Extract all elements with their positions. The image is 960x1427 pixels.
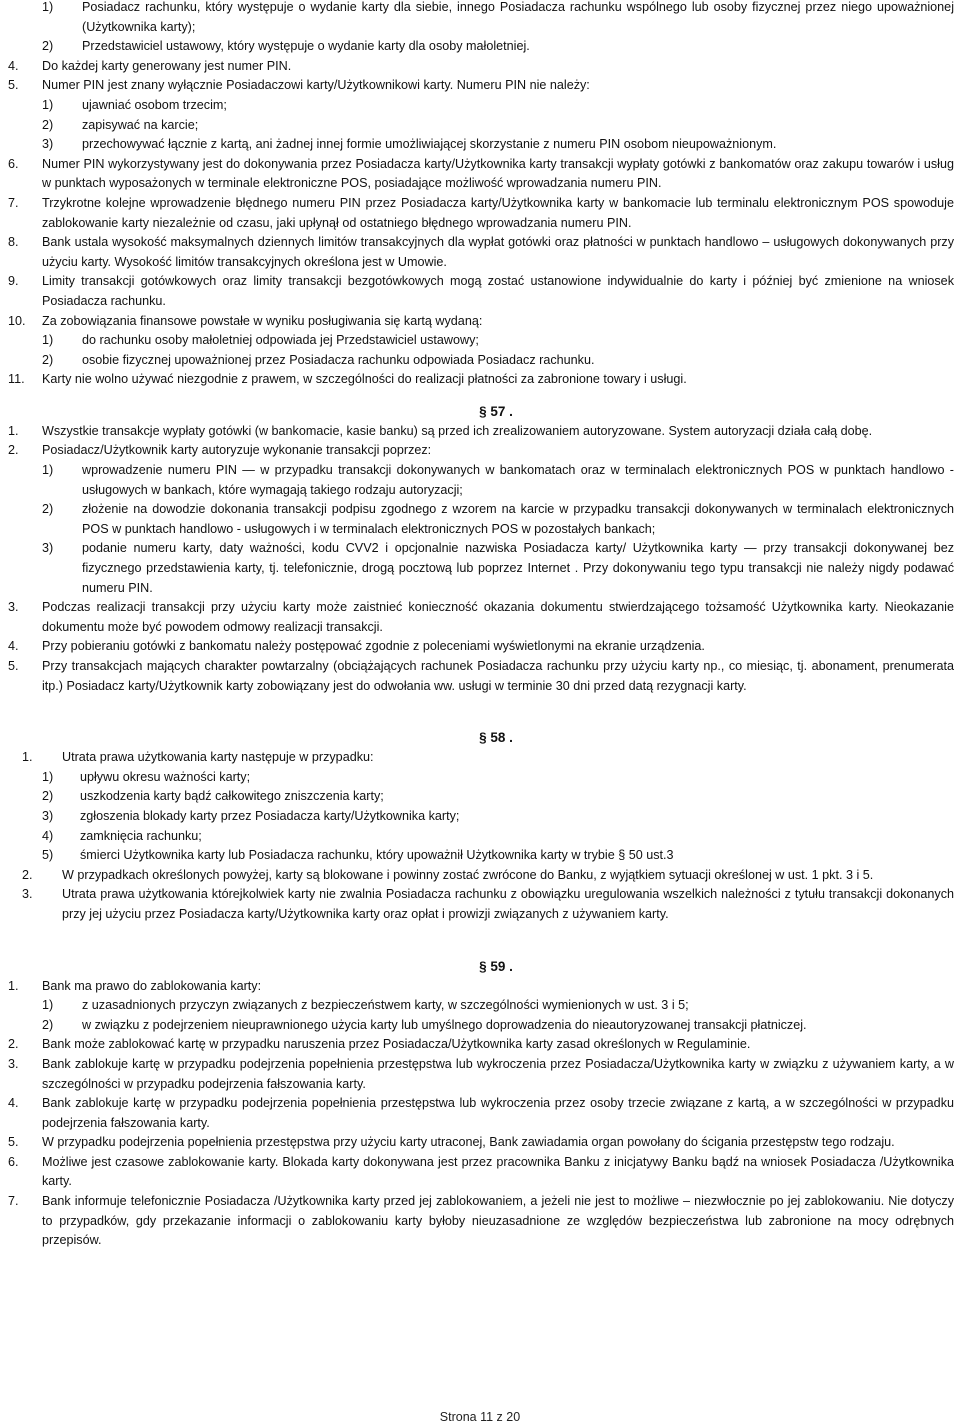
list-item (8, 1035, 954, 1055)
list-item-text: W przypadku podejrzenia popełnienia przestępstwa przy użyciu karty utraconej, Bank zawiadamia organ powołany do ścigania przestępstw tego rodzaju. (42, 1135, 895, 1150)
list-item (8, 57, 954, 77)
list-item-text: Bank ustala wysokość maksymalnych dziennych limitów transakcyjnych dla wypłat gotówki oraz płatności w punktach handlowo – usługowych dokonywanych przy użyciu karty. Wysokość limitów transakcyjnych określona jest w Umowie. (42, 235, 954, 269)
list-item-number: 2. (8, 443, 19, 458)
list-item-text: Bank zablokuje kartę w przypadku podejrzenia popełnienia przestępstwa lub wykroczenia przez osoby trzecie związane z kartą, a w szczególności w przypadku podejrzenia fałszowania karty. (42, 1096, 954, 1130)
sub-item-number: 2) (42, 789, 54, 804)
list-item-text: Bank może zablokować kartę w przypadku naruszenia przez Posiadacza/Użytkownika karty zasad określonych w Regulaminie. (42, 1037, 751, 1052)
list-item (8, 748, 954, 768)
list-item-number: 1. (8, 423, 19, 438)
sub-item (8, 351, 954, 371)
list-item-body (62, 885, 954, 924)
sub-item-text: Posiadacz rachunku, który występuje o wydanie karty dla siebie, innego Posiadacza rachunku wspólnego lub osoby fizycznej przez niego upoważnionej (Użytkownika karty); (82, 0, 954, 34)
list-item-number: 6. (8, 1154, 19, 1169)
section-58-list (8, 748, 954, 924)
sub-item (8, 461, 954, 500)
list-item-number: 5. (8, 1135, 19, 1150)
list-item-number: 7. (8, 1194, 19, 1209)
list-item-number: 5. (8, 78, 19, 93)
list-item-body (62, 866, 954, 886)
list-item-number: 1. (22, 750, 33, 765)
list-item-text: Za zobowiązania finansowe powstałe w wyniku posługiwania się kartą wydaną: (42, 313, 483, 328)
list-item (8, 370, 954, 390)
list-item-text: Przy transakcjach mających charakter powtarzalny (obciążających rachunek Posiadacza rachunku przy użyciu karty np., co miesiąc, tj. abonament, prenumerata itp.) Posiadacz karty/Użytkownik karty zobowiązany jest do odwołania ww. usługi w terminie 30 dni przed datą rezygnacji karty. (42, 659, 954, 693)
list-item-text: Karty nie wolno używać niezgodnie z prawem, w szczególności do realizacji płatności za zabronione towary i usługi. (42, 372, 687, 387)
list-item (8, 977, 954, 997)
list-item-number: 3. (8, 1056, 19, 1071)
sub-item-text: w związku z podejrzeniem nieuprawnionego użycia karty lub umyślnego doprowadzenia do nieautoryzowanej transakcji płatniczej. (82, 1017, 807, 1032)
list-item-text: Podczas realizacji transakcji przy użyciu karty może zaistnieć konieczność okazania dokumentu stwierdzającego tożsamość Użytkownika karty. Nieokazanie dokumentu może być powodem odmowy realizacji transakcji. (42, 600, 954, 634)
list-item (8, 272, 954, 311)
sub-item-text: uszkodzenia karty bądź całkowitego zniszczenia karty; (80, 789, 384, 804)
top-sub-list (8, 0, 954, 57)
list-item (8, 312, 954, 332)
list-item-body (42, 977, 954, 997)
section-59-list (8, 977, 954, 1251)
list-item-text: Utrata prawa użytkowania którejkolwiek karty nie zwalnia Posiadacza rachunku z obowiązku uregulowania wszelkich należności z tytułu transakcji dokonanych przy jej użyciu przez Posiadacza karty/Użytkownika karty oraz opłat i prowizji związanych z używaniem karty. (62, 887, 954, 921)
list-item (8, 233, 954, 272)
list-item (8, 1192, 954, 1251)
list-item (8, 76, 954, 96)
list-item-body (42, 1133, 954, 1153)
list-item-body (42, 1192, 954, 1251)
list-item-number: 4. (8, 639, 19, 654)
list-item-body (42, 598, 954, 637)
list-item-text: W przypadkach określonych powyżej, karty są blokowane i powinny zostać zwrócone do Banku, z wyjątkiem sytuacji określonej w ust. 1 pkt. 3 i 5. (62, 867, 874, 882)
list-item-number: 7. (8, 195, 19, 210)
list-item-number: 3. (8, 600, 19, 615)
sub-item (8, 116, 954, 136)
list-item-text: Przy pobieraniu gotówki z bankomatu należy postępować zgodnie z poleceniami wyświetlonymi na ekranie urządzenia. (42, 639, 705, 654)
list-item-number: 5. (8, 659, 19, 673)
sub-item-text: upływu okresu ważności karty; (80, 769, 251, 784)
sub-item (8, 0, 954, 37)
list-item-number: 10. (8, 313, 26, 328)
list-item-body (42, 657, 954, 696)
section-58-heading: § 58 . (479, 730, 513, 746)
sub-item-number: 1) (42, 769, 54, 784)
list-item-body (42, 422, 954, 442)
list-item-number: 4. (8, 1096, 19, 1111)
list-item (8, 657, 954, 696)
sub-item-number: 5) (42, 848, 54, 863)
top-item-list (8, 57, 954, 390)
list-item (8, 1153, 954, 1192)
sub-item (8, 37, 954, 57)
list-item-number: 11. (8, 372, 25, 387)
list-item-text: Bank zablokuje kartę w przypadku podejrzenia popełnienia przestępstwa lub wykroczenia przez Posiadacza/Użytkownika karty w związku z używaniem karty, a w szczególności w przypadku podejrzenia fałszowania karty. (42, 1056, 954, 1091)
list-item-number: 6. (8, 156, 19, 171)
sub-item (8, 135, 954, 155)
sub-item-text: ujawniać osobom trzecim; (82, 97, 227, 112)
list-item-text: Utrata prawa użytkowania karty następuje w przypadku: (62, 750, 374, 765)
list-item-text: Możliwe jest czasowe zablokowanie karty. Blokada karty dokonywana jest przez pracownika Banku z inicjatywy Banku bądź na wniosek Posiadacza /Użytkownika karty. (42, 1154, 954, 1189)
sub-item (8, 996, 954, 1016)
list-item-body (42, 1035, 954, 1055)
sub-item (8, 827, 954, 847)
list-item-text: Bank informuje telefonicznie Posiadacza /Użytkownika karty przed jej zablokowaniem, a jeżeli nie jest to możliwe – niezwłocznie po jej zablokowaniu. Nie dotyczy to przypadków, gdy przekazanie informacji o zablokowaniu karty byłoby nieuzasadnione ze względów bezpieczeństwa lub zabronione na mocy odrębnych przepisów. (42, 1194, 954, 1248)
sub-item (8, 846, 954, 866)
section-57-heading: § 57 . (479, 403, 513, 419)
list-item-body (42, 272, 954, 311)
list-item-number: 4. (8, 58, 19, 73)
sub-item-number: 1) (42, 463, 54, 478)
list-item-text: Trzykrotne kolejne wprowadzenie błędnego numeru PIN przez Posiadacza karty/Użytkownika karty w bankomacie lub terminalu elektronicznym POS spowoduje zablokowanie karty niezależnie od czasu, jaki upłynął od ostatniego błędnego wprowadzania numeru PIN. (42, 195, 954, 230)
list-item-text: Limity transakcji gotówkowych oraz limity transakcji bezgotówkowych mogą zostać ustanowione indywidualnie do karty i później być zmienione na wniosek Posiadacza rachunku. (42, 274, 954, 308)
list-item-body (42, 370, 954, 390)
list-item-body (42, 1094, 954, 1133)
list-item-body (42, 312, 954, 332)
sub-item-text: z uzasadnionych przyczyn związanych z bezpieczeństwem karty, w szczególności wymienionych w ust. 3 i 5; (82, 998, 689, 1013)
list-item (8, 1094, 954, 1133)
sub-item-text: wprowadzenie numeru PIN — w przypadku transakcji dokonywanych w bankomatach oraz w terminalach elektronicznych POS w punktach handlowo - usługowych w bankach, które wymagają takiego rodzaju autoryzacji; (82, 463, 954, 497)
list-item (8, 1055, 954, 1094)
sub-item (8, 787, 954, 807)
list-item-body (42, 637, 954, 657)
list-item (8, 155, 954, 194)
sub-item-text: złożenie na dowodzie dokonania transakcji podpisu zgodnego z wzorem na karcie w przypadku transakcji dokonywanych w terminalach elektronicznych POS w punktach handlowo - usługowych i w terminalach elektronicznych POS w pozostałych bankach; (82, 502, 954, 536)
sub-item-text: zgłoszenia blokady karty przez Posiadacza karty/Użytkownika karty; (80, 808, 460, 823)
sub-item-number: 2) (42, 39, 54, 54)
list-item-body (42, 1055, 954, 1094)
sub-item-number: 2) (42, 1017, 54, 1032)
sub-item-number: 4) (42, 828, 54, 843)
list-item-body (62, 748, 954, 768)
list-item-text: Posiadacz/Użytkownik karty autoryzuje wykonanie transakcji poprzez: (42, 443, 432, 458)
sub-item (8, 768, 954, 788)
list-item-body (42, 57, 954, 77)
list-item-number: 2. (22, 867, 33, 882)
list-item-text: Wszystkie transakcje wypłaty gotówki (w bankomacie, kasie banku) są przed ich zrealizowaniem autoryzowane. System autoryzacji działa całą dobę. (42, 423, 873, 438)
sub-item-number: 1) (42, 333, 54, 348)
section-59-heading: § 59 . (479, 958, 513, 974)
sub-item-number: 3) (42, 541, 54, 556)
sub-item-text: do rachunku osoby małoletniej odpowiada jej Przedstawiciel ustawowy; (82, 333, 479, 348)
list-item-text: Do każdej karty generowany jest numer PIN. (42, 58, 292, 73)
sub-item-number: 2) (42, 117, 54, 132)
list-item-body (42, 1153, 954, 1192)
sub-item-number: 1) (42, 998, 54, 1013)
sub-item-text: zapisywać na karcie; (82, 117, 199, 132)
list-item-body (42, 441, 954, 461)
sub-item-text: zamknięcia rachunku; (80, 828, 202, 843)
list-item-number: 9. (8, 274, 19, 289)
sub-item-number: 2) (42, 502, 54, 517)
list-item-number: 1. (8, 978, 19, 993)
list-item (8, 885, 954, 924)
list-item-text: Numer PIN wykorzystywany jest do dokonywania przez Posiadacza karty/Użytkownika karty transakcji wypłaty gotówki z bankomatów oraz zakupu towarów i usług w punktach wyposażonych w terminale elektroniczne POS, posiadające możliwość wprowadzania numeru PIN. (42, 156, 954, 191)
section-57-list (8, 422, 954, 696)
sub-item (8, 1016, 954, 1036)
list-item-text: Bank ma prawo do zablokowania karty: (42, 978, 262, 993)
sub-item-number: 1) (42, 97, 54, 112)
list-item (8, 1133, 954, 1153)
list-item (8, 441, 954, 461)
list-item (8, 194, 954, 233)
sub-item-text: osobie fizycznej upoważnionej przez Posiadacza rachunku odpowiada Posiadacz rachunku. (82, 352, 595, 367)
sub-item-number: 3) (42, 808, 54, 823)
sub-item-text: przechowywać łącznie z kartą, ani żadnej innej formie umożliwiającej skorzystanie z numeru PIN osobom nieupoważnionym. (82, 137, 777, 152)
list-item-number: 8. (8, 235, 19, 250)
sub-item-text: Przedstawiciel ustawowy, który występuje o wydanie karty dla osoby małoletniej. (82, 39, 530, 54)
list-item-body (42, 233, 954, 272)
sub-item (8, 539, 954, 598)
list-item-body (42, 155, 954, 194)
sub-item (8, 807, 954, 827)
sub-item-number: 3) (42, 137, 54, 152)
list-item-text: Numer PIN jest znany wyłącznie Posiadaczowi karty/Użytkownikowi karty. Numeru PIN nie należy: (42, 78, 590, 93)
list-item (8, 598, 954, 637)
sub-item-text: podanie numeru karty, daty ważności, kodu CVV2 i opcjonalnie nazwiska Posiadacza karty/ Użytkownika karty — przy transakcji dokonywanej bez fizycznego przedstawienia karty, tj. telefonicznie, drogą pocztową lub poprzez Internet . Przy dokonywaniu tego typu transakcji nie należy nigdy podawać numeru PIN. (82, 541, 954, 595)
sub-item-number: 2) (42, 352, 54, 367)
list-item (8, 866, 954, 886)
sub-item (8, 96, 954, 116)
sub-item-text: śmierci Użytkownika karty lub Posiadacza rachunku, który upoważnił Użytkownika karty w trybie § 50 ust.3 (80, 848, 674, 863)
sub-item (8, 500, 954, 539)
list-item-body (42, 76, 954, 96)
sub-item (8, 331, 954, 351)
list-item-body (42, 194, 954, 233)
list-item (8, 422, 954, 442)
list-item-number: 2. (8, 1037, 19, 1052)
sub-item-number: 1) (42, 0, 54, 14)
page-footer: Strona 11 z 20 (439, 1410, 521, 1424)
list-item (8, 637, 954, 657)
list-item-number: 3. (22, 887, 33, 902)
